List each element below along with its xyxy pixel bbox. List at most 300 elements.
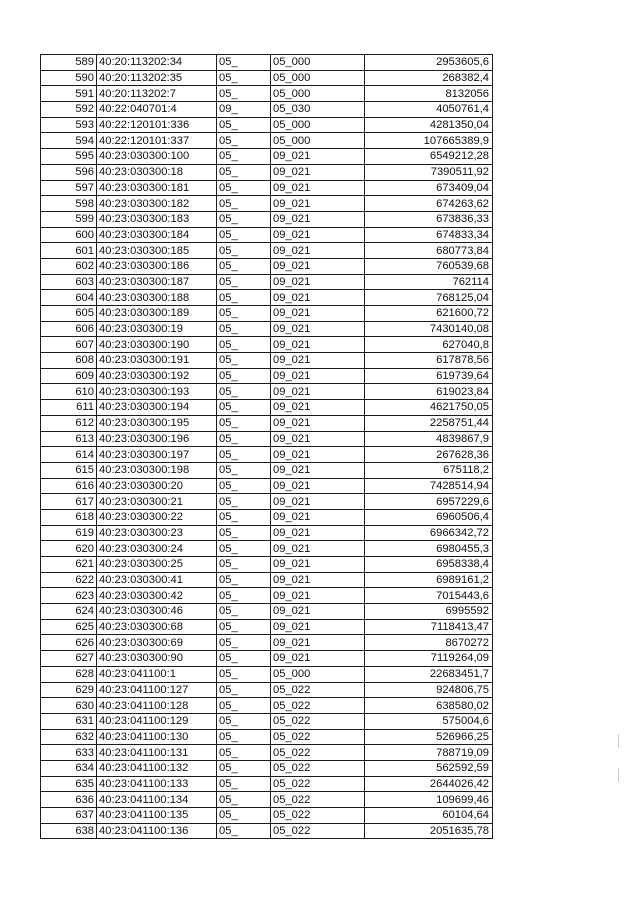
- cadastral-value-cell: 6980455,3: [365, 541, 493, 557]
- row-number-cell: 596: [41, 164, 97, 180]
- group-code-cell: 05_: [217, 808, 271, 824]
- subgroup-code-cell: 09_021: [271, 321, 365, 337]
- table-row: [41, 102, 493, 118]
- subgroup-code-cell: 09_021: [271, 180, 365, 196]
- subgroup-code-cell: 09_021: [271, 337, 365, 353]
- subgroup-code-cell: 05_022: [271, 729, 365, 745]
- table-row: [41, 274, 493, 290]
- row-number-cell: 631: [41, 713, 97, 729]
- cadastral-value-cell: 8132056: [365, 86, 493, 102]
- subgroup-code-cell: 09_021: [271, 400, 365, 416]
- table-row: [41, 776, 493, 792]
- group-code-cell: 05_: [217, 243, 271, 259]
- row-number-cell: 604: [41, 290, 97, 306]
- group-code-cell: 05_: [217, 415, 271, 431]
- table-row: [41, 682, 493, 698]
- row-number-cell: 630: [41, 698, 97, 714]
- group-code-cell: 05_: [217, 792, 271, 808]
- cadastral-value-cell: 673836,33: [365, 211, 493, 227]
- row-number-cell: 589: [41, 55, 97, 71]
- cadastral-value-cell: 22683451,7: [365, 666, 493, 682]
- table-row: [41, 666, 493, 682]
- group-code-cell: 05_: [217, 823, 271, 839]
- cadastral-value-cell: 4839867,9: [365, 431, 493, 447]
- cadastral-value-cell: 4621750,05: [365, 400, 493, 416]
- table-row: [41, 211, 493, 227]
- cadastral-number-cell: 40:23:041100:129: [97, 713, 217, 729]
- cadastral-value-cell: 2644026,42: [365, 776, 493, 792]
- group-code-cell: 05_: [217, 164, 271, 180]
- subgroup-code-cell: 09_021: [271, 572, 365, 588]
- table-row: [41, 400, 493, 416]
- group-code-cell: 05_: [217, 462, 271, 478]
- cadastral-value-cell: 60104,64: [365, 808, 493, 824]
- cadastral-number-cell: 40:23:041100:132: [97, 760, 217, 776]
- cadastral-number-cell: 40:23:030300:181: [97, 180, 217, 196]
- cadastral-value-cell: 7430140,08: [365, 321, 493, 337]
- row-number-cell: 617: [41, 494, 97, 510]
- subgroup-code-cell: 09_021: [271, 635, 365, 651]
- cadastral-number-cell: 40:23:030300:69: [97, 635, 217, 651]
- table-row: [41, 588, 493, 604]
- cadastral-number-cell: 40:23:030300:182: [97, 196, 217, 212]
- row-number-cell: 637: [41, 808, 97, 824]
- row-number-cell: 605: [41, 306, 97, 322]
- table-row: [41, 447, 493, 463]
- cadastral-value-cell: 7118413,47: [365, 619, 493, 635]
- cadastral-number-cell: 40:23:030300:186: [97, 258, 217, 274]
- cadastral-number-cell: 40:23:030300:188: [97, 290, 217, 306]
- table-row: [41, 651, 493, 667]
- group-code-cell: 05_: [217, 604, 271, 620]
- row-number-cell: 627: [41, 651, 97, 667]
- group-code-cell: 05_: [217, 321, 271, 337]
- row-number-cell: 593: [41, 117, 97, 133]
- cadastral-value-cell: 6958338,4: [365, 557, 493, 573]
- row-number-cell: 608: [41, 353, 97, 369]
- table-row: [41, 462, 493, 478]
- row-number-cell: 634: [41, 760, 97, 776]
- table-row: [41, 808, 493, 824]
- subgroup-code-cell: 09_021: [271, 462, 365, 478]
- table-row: [41, 164, 493, 180]
- cadastral-number-cell: 40:23:041100:128: [97, 698, 217, 714]
- row-number-cell: 620: [41, 541, 97, 557]
- group-code-cell: 05_: [217, 525, 271, 541]
- row-number-cell: 603: [41, 274, 97, 290]
- cadastral-value-cell: 788719,09: [365, 745, 493, 761]
- row-number-cell: 621: [41, 557, 97, 573]
- table-row: [41, 760, 493, 776]
- table-row: [41, 478, 493, 494]
- table-row: [41, 415, 493, 431]
- group-code-cell: 05_: [217, 651, 271, 667]
- cadastral-number-cell: 40:23:041100:133: [97, 776, 217, 792]
- cadastral-value-cell: 674833,34: [365, 227, 493, 243]
- group-code-cell: 05_: [217, 133, 271, 149]
- subgroup-code-cell: 05_000: [271, 55, 365, 71]
- cadastral-number-cell: 40:23:030300:19: [97, 321, 217, 337]
- cadastral-number-cell: 40:23:041100:1: [97, 666, 217, 682]
- cadastral-number-cell: 40:23:030300:41: [97, 572, 217, 588]
- group-code-cell: 05_: [217, 384, 271, 400]
- subgroup-code-cell: 09_021: [271, 651, 365, 667]
- cadastral-number-cell: 40:23:030300:68: [97, 619, 217, 635]
- cadastral-value-cell: 526966,25: [365, 729, 493, 745]
- subgroup-code-cell: 05_022: [271, 823, 365, 839]
- row-number-cell: 624: [41, 604, 97, 620]
- subgroup-code-cell: 09_021: [271, 149, 365, 165]
- table-row: [41, 525, 493, 541]
- table-row: [41, 117, 493, 133]
- subgroup-code-cell: 09_021: [271, 384, 365, 400]
- table-row: [41, 823, 493, 839]
- group-code-cell: 05_: [217, 431, 271, 447]
- group-code-cell: 05_: [217, 117, 271, 133]
- group-code-cell: 05_: [217, 635, 271, 651]
- table-row: [41, 290, 493, 306]
- cadastral-value-cell: 2258751,44: [365, 415, 493, 431]
- group-code-cell: 05_: [217, 337, 271, 353]
- subgroup-code-cell: 09_021: [271, 196, 365, 212]
- cadastral-value-cell: 762114: [365, 274, 493, 290]
- row-number-cell: 615: [41, 462, 97, 478]
- group-code-cell: 05_: [217, 698, 271, 714]
- row-number-cell: 613: [41, 431, 97, 447]
- row-number-cell: 616: [41, 478, 97, 494]
- table-row: [41, 337, 493, 353]
- cadastral-value-cell: 267628,36: [365, 447, 493, 463]
- row-number-cell: 599: [41, 211, 97, 227]
- group-code-cell: 05_: [217, 306, 271, 322]
- subgroup-code-cell: 05_022: [271, 792, 365, 808]
- cadastral-number-cell: 40:23:030300:184: [97, 227, 217, 243]
- table-row: [41, 180, 493, 196]
- cadastral-number-cell: 40:23:030300:18: [97, 164, 217, 180]
- cadastral-number-cell: 40:23:030300:22: [97, 509, 217, 525]
- subgroup-code-cell: 09_021: [271, 353, 365, 369]
- cadastral-number-cell: 40:23:030300:197: [97, 447, 217, 463]
- subgroup-code-cell: 09_021: [271, 243, 365, 259]
- subgroup-code-cell: 09_021: [271, 525, 365, 541]
- subgroup-code-cell: 05_030: [271, 102, 365, 118]
- table-row: [41, 227, 493, 243]
- cadastral-value-cell: 638580,02: [365, 698, 493, 714]
- cadastral-number-cell: 40:23:030300:192: [97, 368, 217, 384]
- cadastral-value-cell: 617878,56: [365, 353, 493, 369]
- cadastral-value-cell: 6957229,6: [365, 494, 493, 510]
- row-number-cell: 619: [41, 525, 97, 541]
- subgroup-code-cell: 05_022: [271, 808, 365, 824]
- cadastral-number-cell: 40:23:030300:20: [97, 478, 217, 494]
- cadastral-number-cell: 40:23:030300:23: [97, 525, 217, 541]
- subgroup-code-cell: 09_021: [271, 447, 365, 463]
- subgroup-code-cell: 05_022: [271, 682, 365, 698]
- group-code-cell: 05_: [217, 745, 271, 761]
- cadastral-number-cell: 40:23:030300:196: [97, 431, 217, 447]
- subgroup-code-cell: 09_021: [271, 431, 365, 447]
- subgroup-code-cell: 05_022: [271, 698, 365, 714]
- table-row: [41, 541, 493, 557]
- row-number-cell: 623: [41, 588, 97, 604]
- subgroup-code-cell: 09_021: [271, 306, 365, 322]
- group-code-cell: 05_: [217, 368, 271, 384]
- subgroup-code-cell: 09_021: [271, 274, 365, 290]
- cadastral-number-cell: 40:23:030300:195: [97, 415, 217, 431]
- group-code-cell: 09_: [217, 102, 271, 118]
- table-row: [41, 384, 493, 400]
- subgroup-code-cell: 09_021: [271, 164, 365, 180]
- table-row: [41, 745, 493, 761]
- subgroup-code-cell: 09_021: [271, 494, 365, 510]
- cadastral-number-cell: 40:23:030300:24: [97, 541, 217, 557]
- table-row: [41, 133, 493, 149]
- cadastral-value-cell: 6989161,2: [365, 572, 493, 588]
- row-number-cell: 633: [41, 745, 97, 761]
- table-row: [41, 368, 493, 384]
- subgroup-code-cell: 09_021: [271, 541, 365, 557]
- cadastral-number-cell: 40:23:030300:190: [97, 337, 217, 353]
- group-code-cell: 05_: [217, 588, 271, 604]
- row-number-cell: 618: [41, 509, 97, 525]
- subgroup-code-cell: 05_022: [271, 760, 365, 776]
- group-code-cell: 05_: [217, 447, 271, 463]
- group-code-cell: 05_: [217, 196, 271, 212]
- cadastral-value-cell: 768125,04: [365, 290, 493, 306]
- row-number-cell: 638: [41, 823, 97, 839]
- subgroup-code-cell: 09_021: [271, 557, 365, 573]
- table-row: [41, 258, 493, 274]
- row-number-cell: 607: [41, 337, 97, 353]
- cadastral-value-cell: 7015443,6: [365, 588, 493, 604]
- subgroup-code-cell: 09_021: [271, 604, 365, 620]
- group-code-cell: 05_: [217, 70, 271, 86]
- cadastral-number-cell: 40:20:113202:34: [97, 55, 217, 71]
- subgroup-code-cell: 09_021: [271, 368, 365, 384]
- table-row: [41, 55, 493, 71]
- cadastral-number-cell: 40:23:041100:135: [97, 808, 217, 824]
- row-number-cell: 614: [41, 447, 97, 463]
- row-number-cell: 635: [41, 776, 97, 792]
- cadastral-value-cell: 627040,8: [365, 337, 493, 353]
- table-row: [41, 713, 493, 729]
- cadastral-value-cell: 619739,64: [365, 368, 493, 384]
- row-number-cell: 602: [41, 258, 97, 274]
- row-number-cell: 612: [41, 415, 97, 431]
- group-code-cell: 05_: [217, 760, 271, 776]
- table-body: [41, 55, 493, 839]
- row-number-cell: 601: [41, 243, 97, 259]
- row-number-cell: 591: [41, 86, 97, 102]
- cadastral-value-cell: 674263,62: [365, 196, 493, 212]
- row-number-cell: 625: [41, 619, 97, 635]
- subgroup-code-cell: 09_021: [271, 290, 365, 306]
- row-number-cell: 610: [41, 384, 97, 400]
- group-code-cell: 05_: [217, 478, 271, 494]
- table-row: [41, 70, 493, 86]
- row-number-cell: 598: [41, 196, 97, 212]
- cadastral-number-cell: 40:23:030300:185: [97, 243, 217, 259]
- group-code-cell: 05_: [217, 572, 271, 588]
- cadastral-value-cell: 109699,46: [365, 792, 493, 808]
- cadastral-number-cell: 40:23:041100:131: [97, 745, 217, 761]
- group-code-cell: 05_: [217, 400, 271, 416]
- group-code-cell: 05_: [217, 619, 271, 635]
- row-number-cell: 592: [41, 102, 97, 118]
- row-number-cell: 611: [41, 400, 97, 416]
- cadastral-value-cell: 6960506,4: [365, 509, 493, 525]
- cadastral-number-cell: 40:23:041100:130: [97, 729, 217, 745]
- subgroup-code-cell: 09_021: [271, 227, 365, 243]
- subgroup-code-cell: 05_022: [271, 713, 365, 729]
- row-number-cell: 622: [41, 572, 97, 588]
- table-row: [41, 321, 493, 337]
- table-row: [41, 792, 493, 808]
- cadastral-value-table: [40, 54, 493, 839]
- scan-edge-mark: [618, 734, 619, 748]
- group-code-cell: 05_: [217, 211, 271, 227]
- subgroup-code-cell: 05_000: [271, 666, 365, 682]
- subgroup-code-cell: 09_021: [271, 415, 365, 431]
- table-row: [41, 431, 493, 447]
- cadastral-value-cell: 924806,75: [365, 682, 493, 698]
- group-code-cell: 05_: [217, 149, 271, 165]
- subgroup-code-cell: 09_021: [271, 509, 365, 525]
- row-number-cell: 590: [41, 70, 97, 86]
- subgroup-code-cell: 09_021: [271, 478, 365, 494]
- group-code-cell: 05_: [217, 290, 271, 306]
- group-code-cell: 05_: [217, 682, 271, 698]
- subgroup-code-cell: 05_022: [271, 776, 365, 792]
- row-number-cell: 594: [41, 133, 97, 149]
- cadastral-value-cell: 621600,72: [365, 306, 493, 322]
- subgroup-code-cell: 09_021: [271, 588, 365, 604]
- cadastral-number-cell: 40:23:030300:21: [97, 494, 217, 510]
- cadastral-value-cell: 7119264,09: [365, 651, 493, 667]
- table-row: [41, 604, 493, 620]
- table-row: [41, 353, 493, 369]
- table-row: [41, 243, 493, 259]
- subgroup-code-cell: 05_000: [271, 133, 365, 149]
- table-row: [41, 572, 493, 588]
- cadastral-value-cell: 675118,2: [365, 462, 493, 478]
- cadastral-value-cell: 4281350,04: [365, 117, 493, 133]
- cadastral-number-cell: 40:23:041100:134: [97, 792, 217, 808]
- cadastral-number-cell: 40:23:041100:136: [97, 823, 217, 839]
- cadastral-number-cell: 40:20:113202:35: [97, 70, 217, 86]
- cadastral-number-cell: 40:23:030300:25: [97, 557, 217, 573]
- group-code-cell: 05_: [217, 541, 271, 557]
- cadastral-value-cell: 575004,6: [365, 713, 493, 729]
- row-number-cell: 597: [41, 180, 97, 196]
- group-code-cell: 05_: [217, 353, 271, 369]
- table-row: [41, 306, 493, 322]
- cadastral-number-cell: 40:22:040701:4: [97, 102, 217, 118]
- subgroup-code-cell: 09_021: [271, 211, 365, 227]
- group-code-cell: 05_: [217, 776, 271, 792]
- cadastral-number-cell: 40:23:041100:127: [97, 682, 217, 698]
- cadastral-number-cell: 40:20:113202:7: [97, 86, 217, 102]
- table-row: [41, 729, 493, 745]
- table-row: [41, 557, 493, 573]
- group-code-cell: 05_: [217, 557, 271, 573]
- cadastral-number-cell: 40:23:030300:198: [97, 462, 217, 478]
- cadastral-number-cell: 40:22:120101:337: [97, 133, 217, 149]
- table-row: [41, 619, 493, 635]
- cadastral-number-cell: 40:23:030300:46: [97, 604, 217, 620]
- subgroup-code-cell: 09_021: [271, 619, 365, 635]
- cadastral-value-cell: 619023,84: [365, 384, 493, 400]
- group-code-cell: 05_: [217, 713, 271, 729]
- group-code-cell: 05_: [217, 258, 271, 274]
- row-number-cell: 606: [41, 321, 97, 337]
- table-row: [41, 149, 493, 165]
- group-code-cell: 05_: [217, 86, 271, 102]
- group-code-cell: 05_: [217, 274, 271, 290]
- cadastral-number-cell: 40:23:030300:42: [97, 588, 217, 604]
- cadastral-value-cell: 673409,04: [365, 180, 493, 196]
- cadastral-number-cell: 40:22:120101:336: [97, 117, 217, 133]
- cadastral-value-cell: 2953605,6: [365, 55, 493, 71]
- group-code-cell: 05_: [217, 666, 271, 682]
- cadastral-value-cell: 6966342,72: [365, 525, 493, 541]
- row-number-cell: 595: [41, 149, 97, 165]
- group-code-cell: 05_: [217, 180, 271, 196]
- cadastral-number-cell: 40:23:030300:187: [97, 274, 217, 290]
- cadastral-number-cell: 40:23:030300:90: [97, 651, 217, 667]
- cadastral-number-cell: 40:23:030300:193: [97, 384, 217, 400]
- group-code-cell: 05_: [217, 509, 271, 525]
- group-code-cell: 05_: [217, 227, 271, 243]
- cadastral-value-cell: 562592,59: [365, 760, 493, 776]
- group-code-cell: 05_: [217, 55, 271, 71]
- cadastral-number-cell: 40:23:030300:189: [97, 306, 217, 322]
- cadastral-value-cell: 268382,4: [365, 70, 493, 86]
- subgroup-code-cell: 05_000: [271, 86, 365, 102]
- cadastral-value-cell: 6549212,28: [365, 149, 493, 165]
- table-row: [41, 494, 493, 510]
- subgroup-code-cell: 05_000: [271, 70, 365, 86]
- cadastral-number-cell: 40:23:030300:194: [97, 400, 217, 416]
- cadastral-value-cell: 760539,68: [365, 258, 493, 274]
- cadastral-value-cell: 7428514,94: [365, 478, 493, 494]
- table-row: [41, 635, 493, 651]
- row-number-cell: 629: [41, 682, 97, 698]
- cadastral-number-cell: 40:23:030300:100: [97, 149, 217, 165]
- cadastral-number-cell: 40:23:030300:191: [97, 353, 217, 369]
- cadastral-value-cell: 7390511,92: [365, 164, 493, 180]
- group-code-cell: 05_: [217, 729, 271, 745]
- cadastral-value-cell: 8670272: [365, 635, 493, 651]
- cadastral-value-cell: 2051635,78: [365, 823, 493, 839]
- row-number-cell: 628: [41, 666, 97, 682]
- cadastral-value-cell: 6995592: [365, 604, 493, 620]
- table-row: [41, 86, 493, 102]
- subgroup-code-cell: 05_000: [271, 117, 365, 133]
- subgroup-code-cell: 09_021: [271, 258, 365, 274]
- scan-edge-mark: [618, 768, 619, 782]
- row-number-cell: 600: [41, 227, 97, 243]
- cadastral-value-cell: 680773,84: [365, 243, 493, 259]
- row-number-cell: 636: [41, 792, 97, 808]
- group-code-cell: 05_: [217, 494, 271, 510]
- table-row: [41, 509, 493, 525]
- table-row: [41, 196, 493, 212]
- table-row: [41, 698, 493, 714]
- cadastral-value-cell: 4050761,4: [365, 102, 493, 118]
- subgroup-code-cell: 05_022: [271, 745, 365, 761]
- row-number-cell: 626: [41, 635, 97, 651]
